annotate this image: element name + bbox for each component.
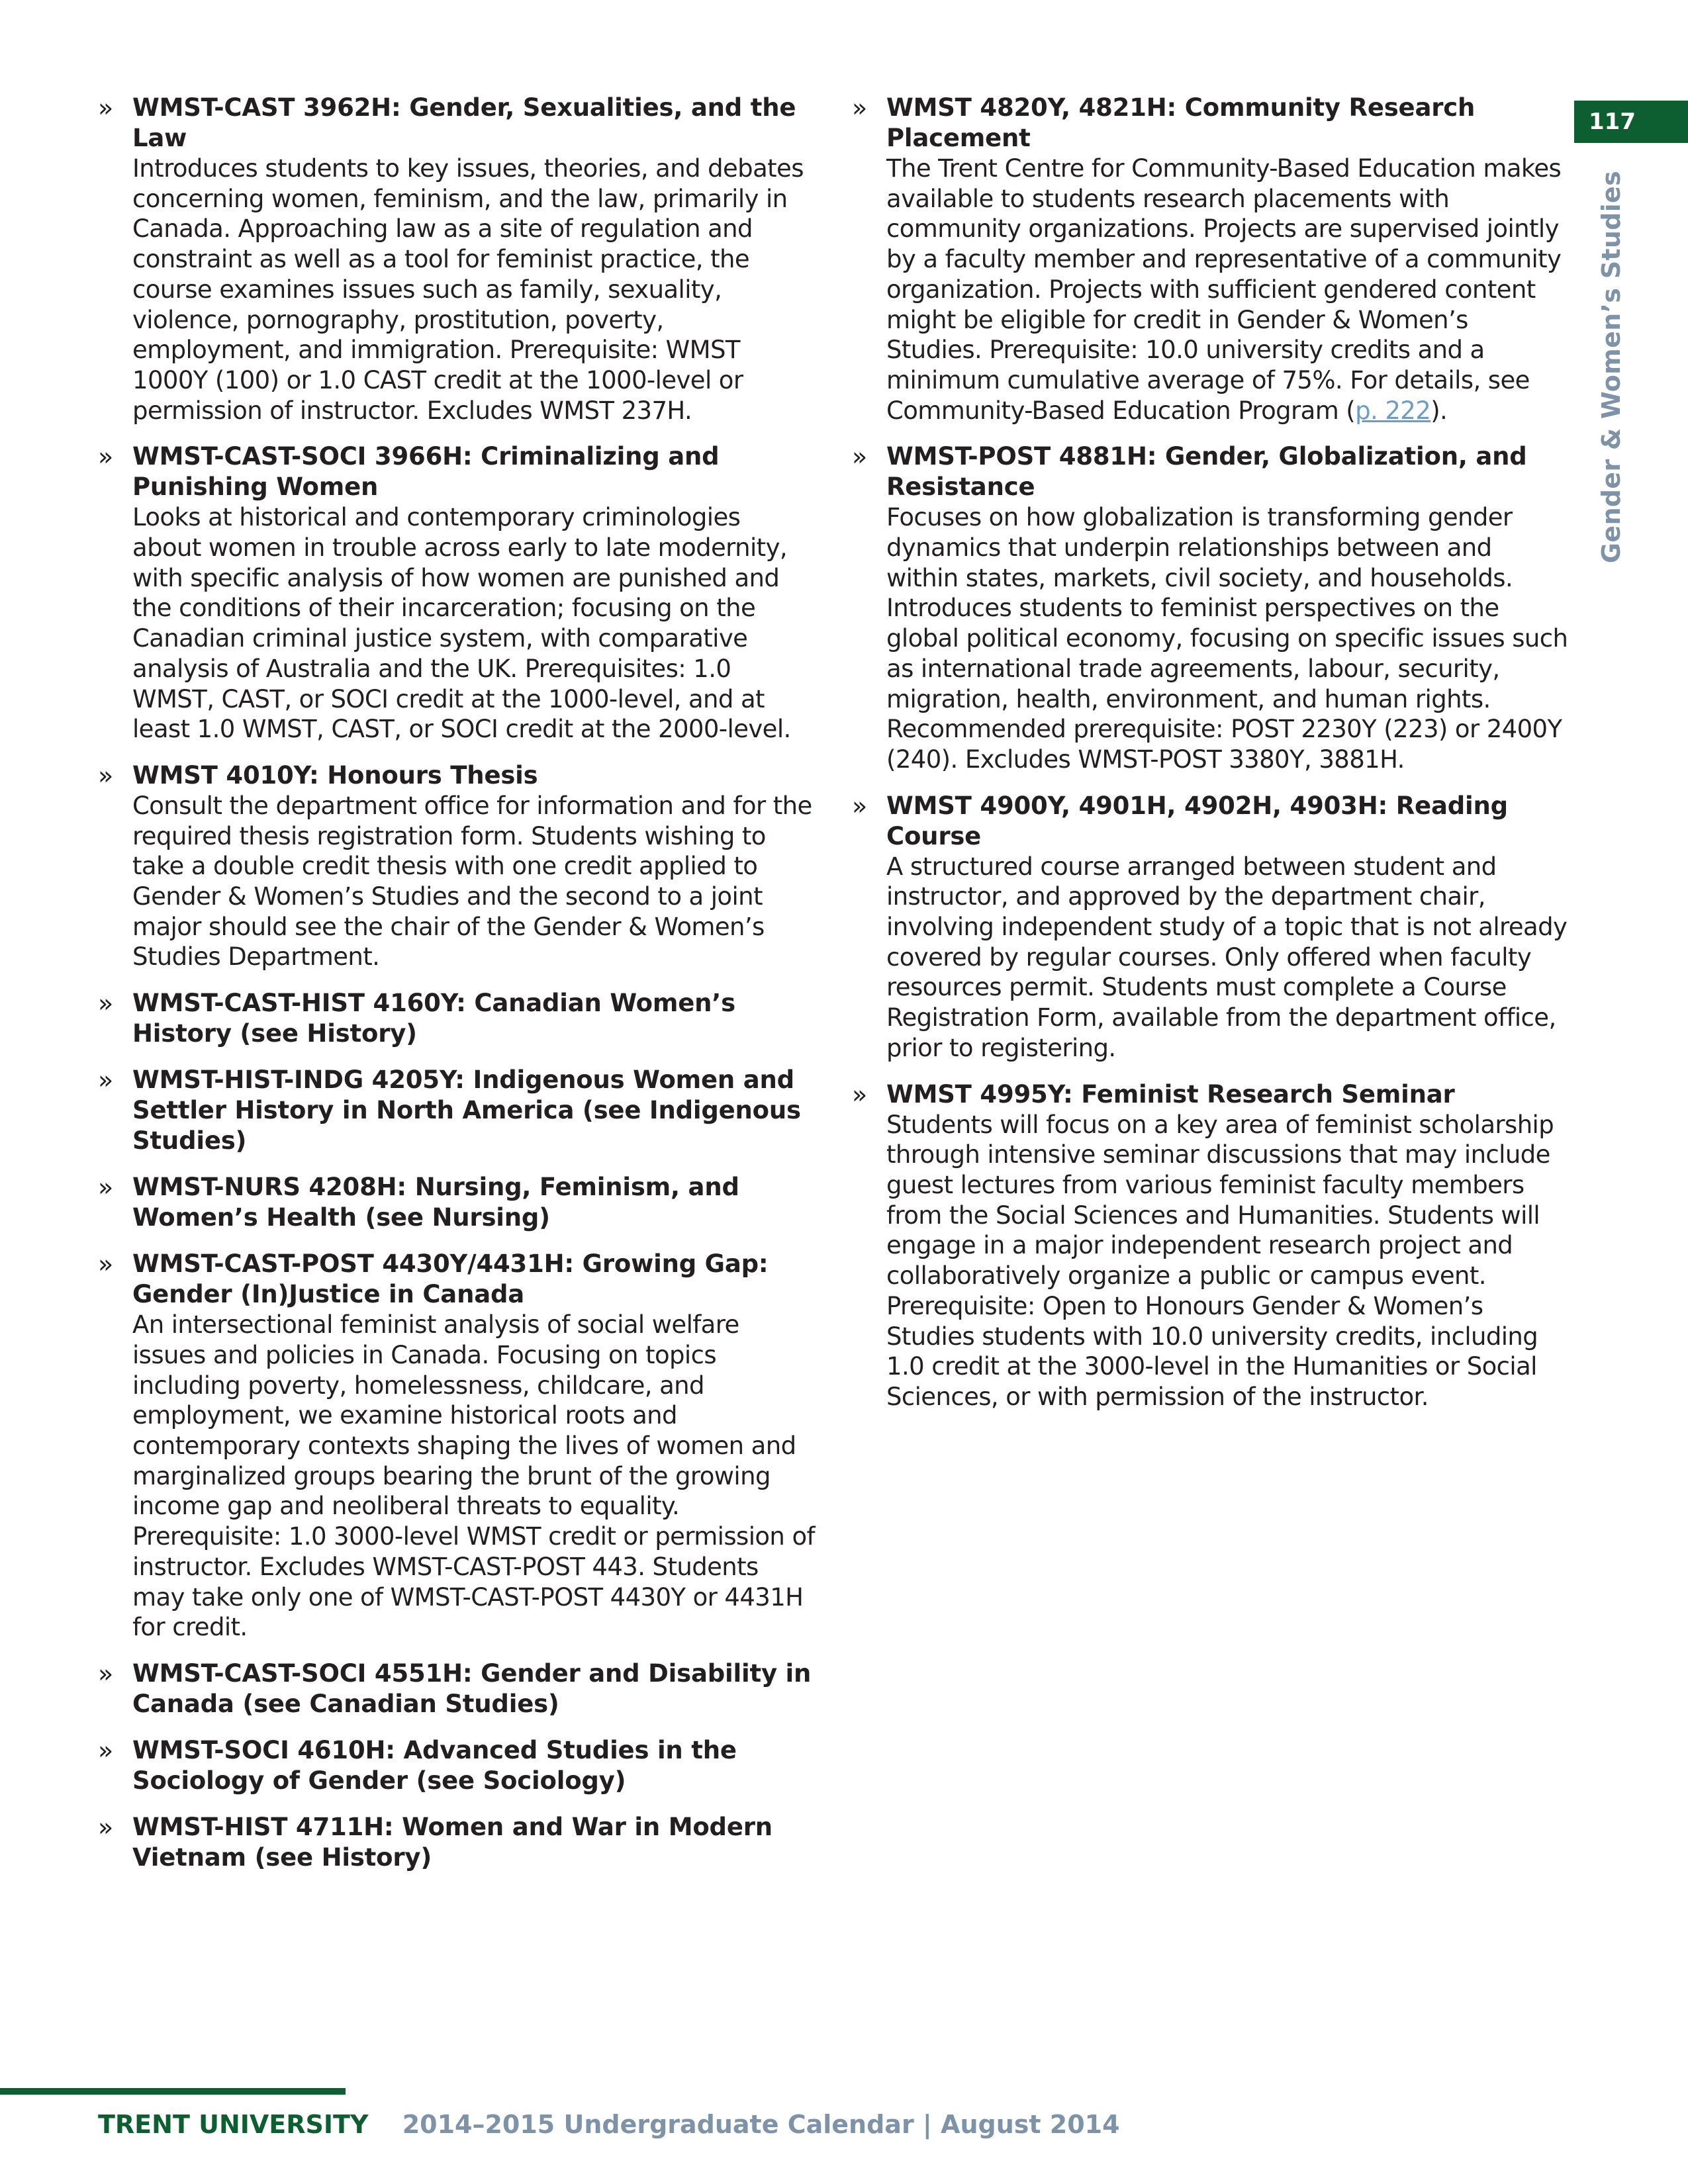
course-description-text: The Trent Centre for Community-Based Education makes available to students research placements with community organizations. Projects are supervised jointly by a faculty member and representative of a community organization. Projects with sufficient gendered content might be eligible for credit in Gender & Women’s Studies. Prerequisite: 10.0 university credits and a minimum cumulative average of 75%. For details, see Community-Based Education Program ( xyxy=(886,154,1562,425)
course-title: WMST-CAST-POST 4430Y/4431H: Growing Gap: Gender (In)Justice in Canada xyxy=(132,1250,769,1309)
course-description: Focuses on how globalization is transforming gender dynamics that underpin relationships between and within states, markets, civil society, and households. Introduces students to feminist perspectives on the global political economy, focusing on specific issues such as international trade agreements, labour, security, migration, health, environment, and human rights. Recommended prerequisite: POST 2230Y (223) or 2400Y (240). Excludes WMST-POST 3380Y, 3881H. xyxy=(886,503,1568,774)
course-description xyxy=(886,154,1570,426)
course-title: WMST 4010Y: Honours Thesis xyxy=(132,760,538,790)
course-title: WMST 4995Y: Feminist Research Seminar xyxy=(886,1079,1455,1109)
footer xyxy=(98,2110,1120,2139)
bullet-marker: » xyxy=(852,791,868,821)
bullet-marker: » xyxy=(98,989,114,1019)
footer-rule xyxy=(0,2088,346,2095)
section-side-label: Gender & Women’s Studies xyxy=(1597,171,1626,564)
course-title: WMST-POST 4881H: Gender, Globalization, and Resistance xyxy=(886,442,1527,502)
bullet-marker: » xyxy=(852,1079,868,1109)
bullet-marker: » xyxy=(98,1173,114,1203)
course-title: WMST-NURS 4208H: Nursing, Feminism, and Women’s Health (see Nursing) xyxy=(132,1173,739,1232)
course-title: WMST-CAST-SOCI 3966H: Criminalizing and Punishing Women xyxy=(132,442,720,502)
bullet-marker: » xyxy=(98,1812,114,1842)
course-title: WMST-CAST 3962H: Gender, Sexualities, and the Law xyxy=(132,93,796,152)
footer-calendar: 2014–2015 Undergraduate Calendar | August 2014 xyxy=(402,2110,1120,2139)
course-entry xyxy=(852,93,1570,426)
right-column xyxy=(852,93,1570,1428)
course-title: WMST-HIST 4711H: Women and War in Modern Vietnam (see History) xyxy=(132,1812,773,1872)
footer-university: TRENT UNIVERSITY xyxy=(98,2110,369,2139)
bullet-marker: » xyxy=(852,93,868,122)
course-title: WMST-SOCI 4610H: Advanced Studies in the Sociology of Gender (see Sociology) xyxy=(132,1735,737,1795)
course-entry xyxy=(98,760,816,972)
course-description: An intersectional feminist analysis of social welfare issues and policies in Canada. Focusing on topics including poverty, homelessness, childcare, and employment, we examine historical roots and contemporary contexts shaping the lives of women and marginalized groups bearing the brunt of the growing income gap and neoliberal threats to equality. Prerequisite: 1.0 3000-level WMST credit or permission of instructor. Excludes WMST-CAST-POST 443. Students may take only one of WMST-CAST-POST 4430Y or 4431H for credit. xyxy=(132,1310,815,1642)
page-reference-link[interactable]: p. 222 xyxy=(1355,396,1431,425)
bullet-marker: » xyxy=(98,442,114,472)
course-entry xyxy=(852,791,1570,1064)
course-description: A structured course arranged between student and instructor, and approved by the department chair, involving independent study of a topic that is not already covered by regular courses. Only offered when faculty resources permit. Students must complete a Course Registration Form, available from the department office, prior to registering. xyxy=(886,852,1568,1062)
course-description: Students will focus on a key area of feminist scholarship through intensive seminar discussions that may include guest lectures from various feminist faculty members from the Social Sciences and Humanities. Students will engage in a major independent research project and collaboratively organize a public or campus event. Prerequisite: Open to Honours Gender & Women’s Studies students with 10.0 university credits, including 1.0 credit at the 3000-level in the Humanities or Social Sciences, or with permission of the instructor. xyxy=(886,1110,1554,1411)
course-title: WMST-HIST-INDG 4205Y: Indigenous Women and Settler History in North America (see Indigenous Studies) xyxy=(132,1066,801,1156)
bullet-marker: » xyxy=(98,93,114,122)
course-entry xyxy=(98,1812,816,1873)
bullet-marker: » xyxy=(98,1735,114,1765)
page-number: 117 xyxy=(1589,109,1636,135)
course-entry xyxy=(852,1079,1570,1412)
course-title: WMST-CAST-SOCI 4551H: Gender and Disability in Canada (see Canadian Studies) xyxy=(132,1659,812,1718)
course-entry xyxy=(98,1172,816,1233)
course-description: Consult the department office for information and for the required thesis registration form. Students wishing to take a double credit thesis with one credit applied to Gender & Women’s Studies and the second to a joint major should see the chair of the Gender & Women’s Studies Department. xyxy=(132,791,812,972)
bullet-marker: » xyxy=(98,760,114,790)
bullet-marker: » xyxy=(852,442,868,472)
course-entry xyxy=(98,988,816,1049)
course-description-end: ). xyxy=(1430,396,1448,425)
course-entry xyxy=(98,1065,816,1156)
course-entry xyxy=(98,1249,816,1643)
course-description: Introduces students to key issues, theories, and debates concerning women, feminism, and the law, primarily in Canada. Approaching law as a site of regulation and constraint as well as a tool for feminist practice, the course examines issues such as family, sexuality, violence, pornography, prostitution, poverty, employment, and immigration. Prerequisite: WMST 1000Y (100) or 1.0 CAST credit at the 1000-level or permission of instructor. Excludes WMST 237H. xyxy=(132,154,804,425)
course-title: WMST-CAST-HIST 4160Y: Canadian Women’s History (see History) xyxy=(132,989,735,1048)
course-entry xyxy=(98,1735,816,1796)
course-title: WMST 4820Y, 4821H: Community Research Placement xyxy=(886,93,1476,152)
course-title: WMST 4900Y, 4901H, 4902H, 4903H: Reading Course xyxy=(886,791,1508,850)
course-entry xyxy=(852,441,1570,774)
left-column xyxy=(98,93,816,1889)
course-entry xyxy=(98,1659,816,1719)
bullet-marker: » xyxy=(98,1659,114,1688)
bullet-marker: » xyxy=(98,1250,114,1279)
course-description: Looks at historical and contemporary criminologies about women in trouble across early to late modernity, with specific analysis of how women are punished and the conditions of their incarceration; focusing on the Canadian criminal justice system, with comparative analysis of Australia and the UK. Prerequisites: 1.0 WMST, CAST, or SOCI credit at the 1000-level, and at least 1.0 WMST, CAST, or SOCI credit at the 2000-level. xyxy=(132,503,791,744)
bullet-marker: » xyxy=(98,1066,114,1095)
course-entry xyxy=(98,93,816,426)
page-number-tab xyxy=(1574,101,1688,143)
course-entry xyxy=(98,441,816,745)
